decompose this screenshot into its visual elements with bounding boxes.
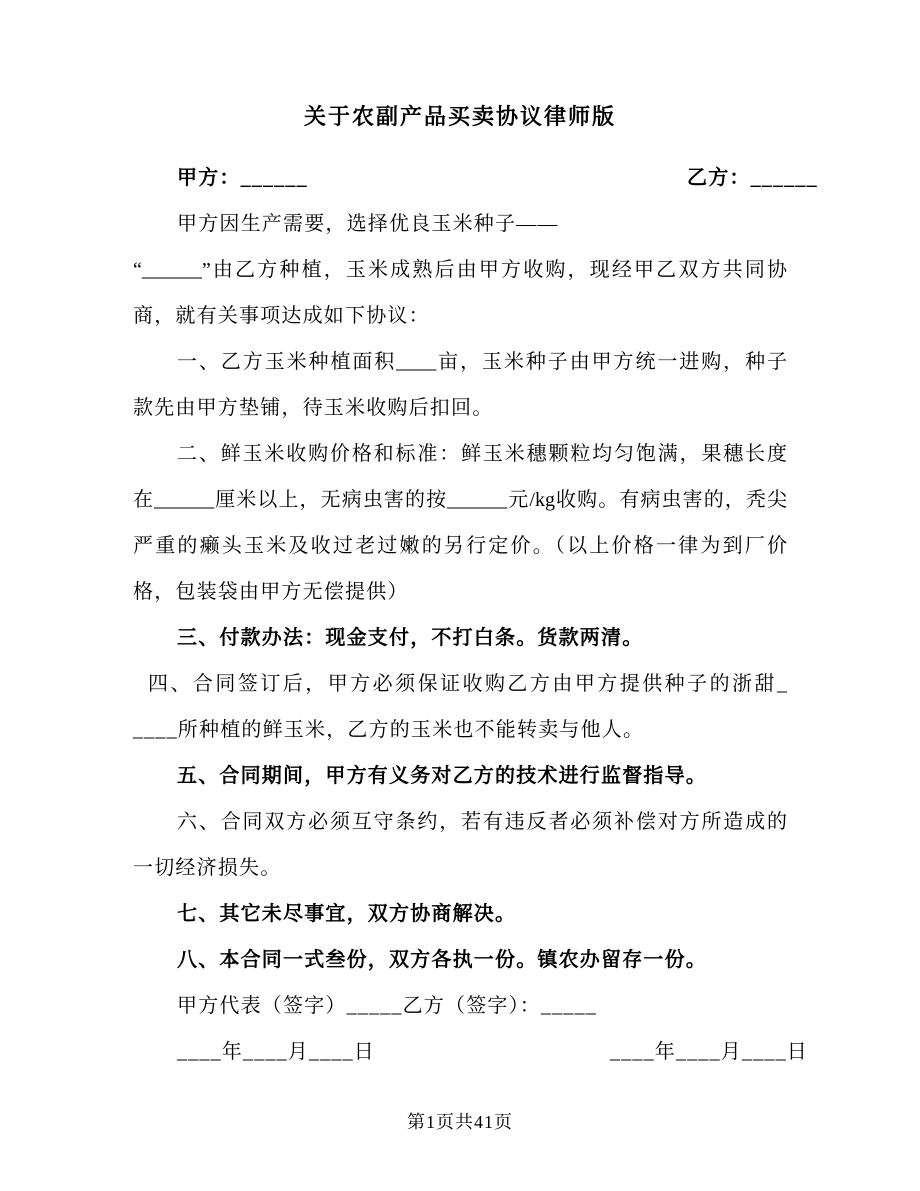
clause-1-line-2: 款先由甲方垫铺，待玉米收购后扣回。 [133, 397, 494, 419]
clause-7: 七、其它未尽事宜，双方协商解决。 [177, 903, 517, 925]
document-body [133, 155, 818, 1075]
clause-8: 八、本合同一式叁份，双方各执一份。镇农办留存一份。 [177, 949, 707, 971]
page-number: 第1页共41页 [407, 1112, 513, 1132]
date-left-blank: ____年____月____日 [177, 1041, 375, 1063]
clause-2-line-3: 严重的癞头玉米及收过老过嫩的另行定价。（以上价格一律为到厂价 [133, 535, 787, 557]
preamble-line-3: 商，就有关事项达成如下协议： [133, 305, 430, 327]
party-row [133, 155, 818, 201]
party-b-blank: 乙方：______ [687, 167, 818, 189]
party-a-blank: 甲方：______ [177, 167, 308, 189]
preamble-line-2: “______”由乙方种植，玉米成熟后由甲方收购，现经甲乙双方共同协 [133, 259, 787, 281]
clause-6-line-1: 六、合同双方必须互守条约，若有违反者必须补偿对方所造成的 [177, 811, 787, 833]
clause-5: 五、合同期间，甲方有义务对乙方的技术进行监督指导。 [177, 765, 707, 787]
clause-4-line-1: 四、合同签订后，甲方必须保证收购乙方由甲方提供种子的浙甜_ [148, 673, 787, 695]
clause-2-line-1: 二、鲜玉米收购价格和标准：鲜玉米穗颗粒均匀饱满，果穗长度 [177, 443, 787, 465]
clause-3: 三、付款办法：现金支付，不打白条。货款两清。 [177, 627, 644, 649]
preamble-line-1: 甲方因生产需要，选择优良玉米种子—— [177, 213, 559, 235]
clause-2-line-4: 格，包装袋由甲方无偿提供） [133, 581, 409, 603]
date-row [133, 1029, 808, 1075]
clause-2-line-2: 在______厘米以上，无病虫害的按______元/kg收购。有病虫害的，秃尖 [133, 489, 787, 511]
clause-6-line-2: 一切经济损失。 [133, 857, 282, 879]
clause-4-line-2: ____所种植的鲜玉米，乙方的玉米也不能转卖与他人。 [133, 719, 645, 741]
clause-1-line-1: 一、乙方玉米种植面积____亩，玉米种子由甲方统一进购，种子 [177, 351, 787, 373]
signature-line: 甲方代表（签字）_____乙方（签字）：_____ [177, 995, 597, 1017]
page-title: 关于农副产品买卖协议律师版 [303, 104, 616, 129]
date-right-blank: ____年____月____日 [610, 1041, 808, 1063]
